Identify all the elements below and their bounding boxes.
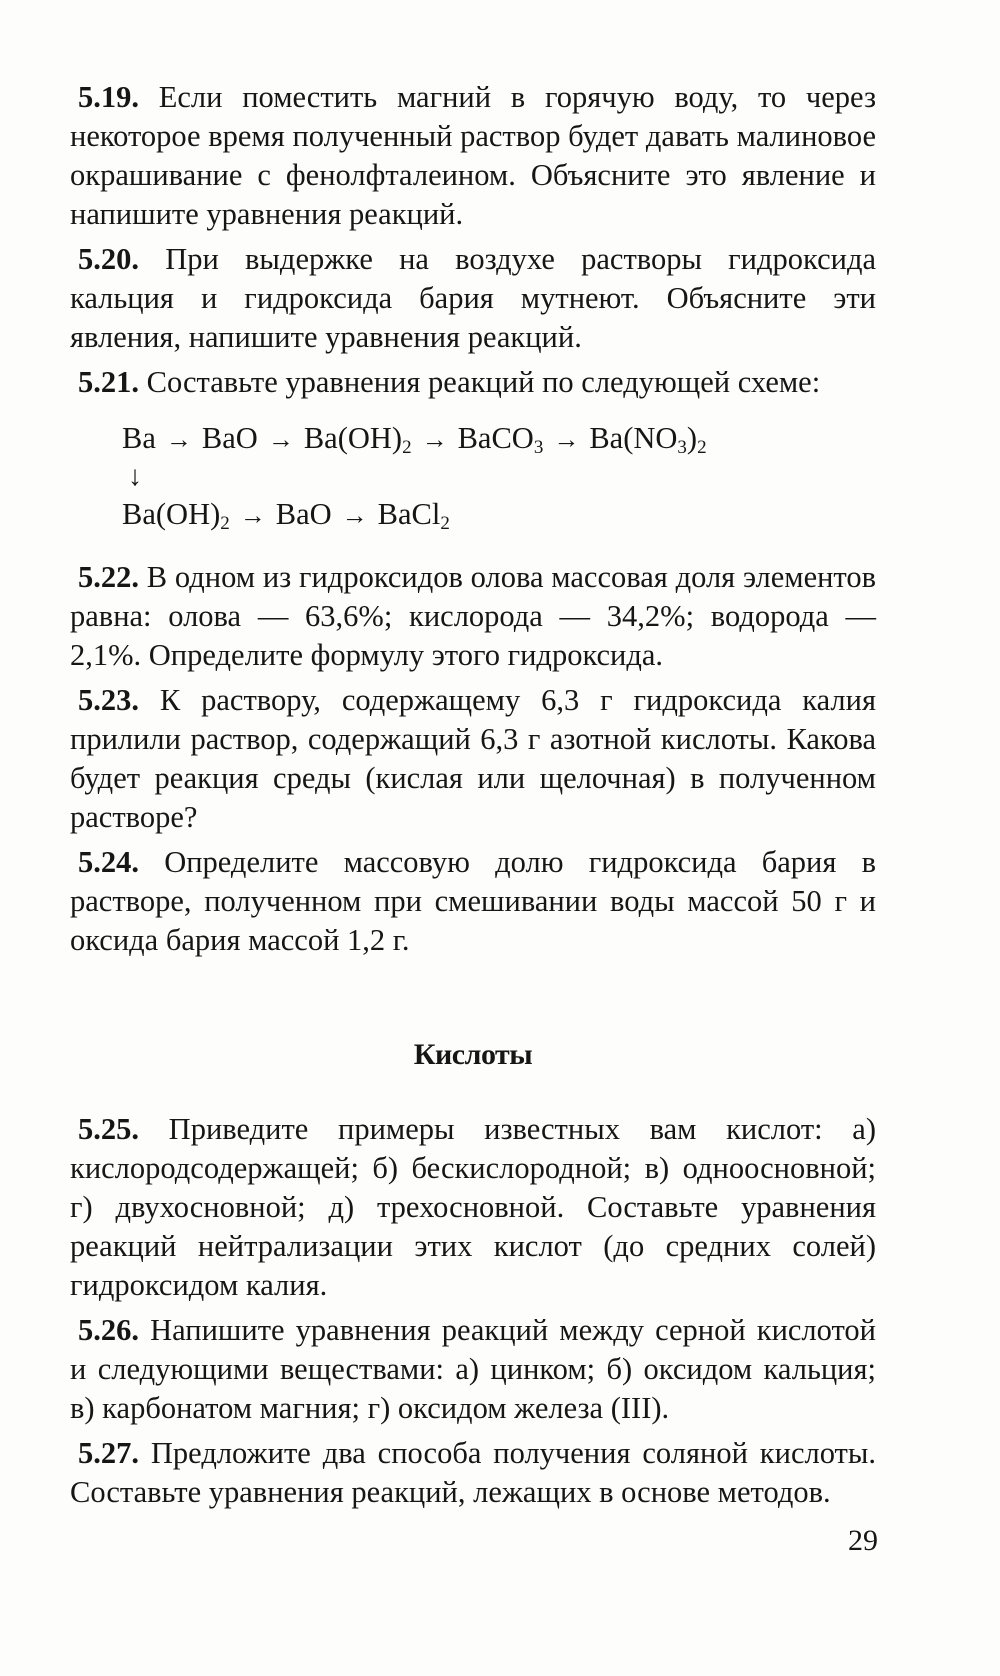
formula-bao: BaO	[275, 497, 332, 531]
problem-5-23	[70, 681, 876, 837]
problem-text: Определите массовую долю гидроксида бария в растворе, полученном при смешивании воды массой 50 г и оксида бария массой 1,2 г.	[70, 845, 876, 957]
problem-number: 5.22.	[78, 560, 139, 594]
problem-number: 5.26.	[78, 1313, 139, 1347]
problem-5-20	[70, 240, 876, 357]
formula-bacl2: BaCl$_2$	[377, 497, 450, 534]
problem-text: При выдержке на воздухе растворы гидроксида кальция и гидроксида бария мутнеют. Объясните эти явления, напишите уравнения реакций.	[70, 242, 876, 354]
problem-number: 5.24.	[78, 845, 139, 879]
formula-baoh2: $Ba(OH)_2$	[122, 497, 230, 534]
formula-ba: Ba	[122, 421, 156, 455]
section-title: Кислоты	[413, 1038, 533, 1071]
problem-text: Если поместить магний в горячую воду, то через некоторое время полученный раствор будет давать малиновое окрашивание с фенолфталеином. Объясните это явление и напишите уравнения реакций.	[70, 80, 876, 231]
problem-number: 5.27.	[78, 1436, 139, 1470]
formula-bano32: $Ba(NO_3)_2$	[589, 421, 707, 458]
page-content	[70, 78, 876, 1518]
problem-text: Напишите уравнения реакций между серной кислотой и следующими веществами: а) цинком; б) оксидом кальция; в) карбонатом магния; г) оксидом железа (III).	[70, 1313, 876, 1425]
formula-baco3: BaCO$_3$	[457, 421, 544, 458]
problem-5-26	[70, 1311, 876, 1428]
right-arrow-icon: →	[267, 425, 294, 454]
problem-5-19	[70, 78, 876, 234]
problem-number: 5.23.	[78, 683, 139, 717]
right-arrow-icon: →	[421, 425, 448, 454]
problem-text: Приведите примеры известных вам кислот: а) кислородсодержащей; б) бескислородной; в) одноосновной; г) двухосновной; д) трехосновной. Составьте уравнения реакций нейтрализации этих кислот (до средних солей) гидроксидом калия.	[70, 1112, 877, 1302]
reaction-scheme	[122, 418, 876, 536]
right-arrow-icon: →	[341, 501, 368, 530]
problem-text: В одном из гидроксидов олова массовая доля элементов равна: олова — 63,6%; кислорода — 34,2%; водорода — 2,1%. Определите формулу этого гидроксида.	[70, 560, 877, 672]
problem-5-24	[70, 843, 876, 960]
problem-number: 5.21.	[78, 365, 139, 399]
problem-number: 5.20.	[78, 242, 139, 276]
problem-5-27	[70, 1434, 876, 1512]
problem-number: 5.25.	[78, 1112, 139, 1146]
problem-text: Составьте уравнения реакций по следующей схеме:	[146, 365, 821, 399]
scheme-row-2	[122, 494, 876, 536]
problem-text: К раствору, содержащему 6,3 г гидроксида калия прилили раствор, содержащий 6,3 г азотной кислоты. Какова будет реакция среды (кислая или щелочная) в полученном растворе?	[70, 683, 877, 834]
formula-baoh2: $Ba(OH)_2$	[303, 421, 412, 458]
problem-number: 5.19.	[78, 80, 139, 114]
scheme-row-1	[122, 418, 876, 460]
problem-5-25	[70, 1110, 876, 1305]
right-arrow-icon: →	[553, 425, 580, 454]
formula-bao: BaO	[201, 421, 258, 455]
down-arrow-icon: ↓	[128, 461, 142, 492]
page-number: 29	[848, 1524, 878, 1557]
right-arrow-icon: →	[239, 501, 266, 530]
problem-5-21	[70, 363, 876, 402]
problem-text: Предложите два способа получения соляной кислоты. Составьте уравнения реакций, лежащих в основе методов.	[70, 1436, 876, 1509]
right-arrow-icon: →	[165, 425, 192, 454]
problem-5-22	[70, 558, 876, 675]
